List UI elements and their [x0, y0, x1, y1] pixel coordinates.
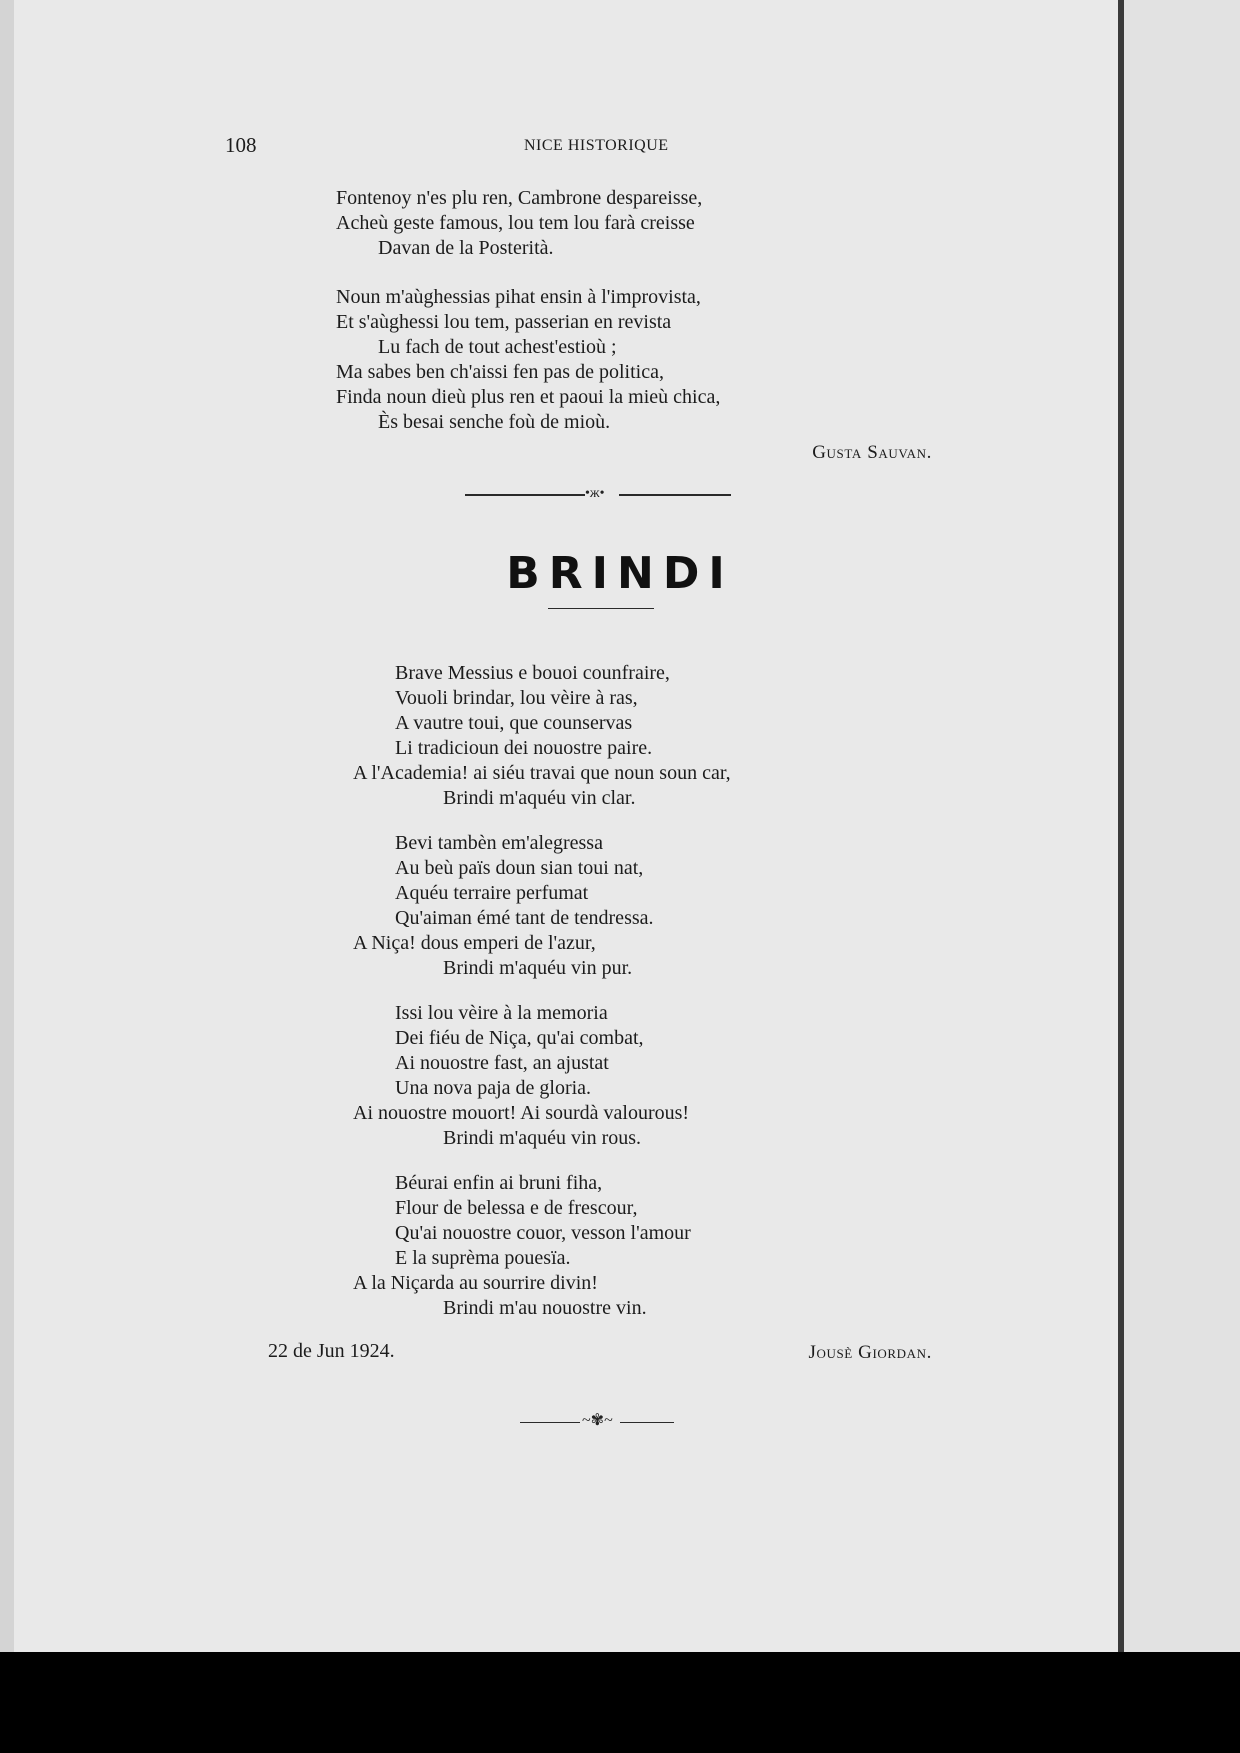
verse-line: Flour de belessa e de frescour,: [395, 1197, 638, 1219]
next-page-edge: [1124, 0, 1240, 1660]
title-underline: [548, 608, 654, 609]
poem1-author: [812, 442, 932, 464]
end-rule-right: [620, 1422, 674, 1423]
verse-line: Bevi tambèn em'alegressa: [395, 832, 603, 854]
divider-rule-left: [465, 494, 585, 496]
running-header: NICE HISTORIQUE: [524, 137, 669, 154]
verse-line: A Niça! dous emperi de l'azur,: [353, 932, 596, 954]
verse-line: A la Niçarda au sourrire divin!: [353, 1272, 598, 1294]
divider-ornament-icon: •ж•: [585, 486, 605, 501]
verse-line: Brindi m'aquéu vin rous.: [443, 1127, 642, 1149]
poem2-stanza-4: [353, 1171, 691, 1321]
verse-line: Dei fiéu de Niça, qu'ai combat,: [395, 1027, 644, 1049]
poem2-stanza-2: [353, 831, 654, 981]
verse-line: Acheù geste famous, lou tem lou farà creisse: [336, 212, 695, 234]
poem1-stanza-1: [336, 186, 702, 261]
verse-line: Brindi m'aquéu vin pur.: [443, 957, 633, 979]
verse-line: Au beù païs doun sian toui nat,: [395, 857, 644, 879]
poem2-stanza-3: [353, 1001, 689, 1151]
author-name: Jousè Giordan.: [808, 1342, 932, 1363]
verse-line: E la suprèma pouesïa.: [395, 1247, 571, 1269]
poem2-stanza-1: [353, 661, 731, 811]
verse-line: Béurai enfin ai bruni fiha,: [395, 1172, 603, 1194]
scan-bottom-border: [0, 1652, 1240, 1753]
verse-line: Et s'aùghessi lou tem, passerian en revista: [336, 311, 672, 333]
verse-line: Issi lou vèire à la memoria: [395, 1002, 608, 1024]
verse-line: Qu'ai nouostre couor, vesson l'amour: [395, 1222, 691, 1244]
verse-line: A vautre toui, que counservas: [395, 712, 633, 734]
verse-line: Brindi m'aquéu vin clar.: [443, 787, 636, 809]
verse-line: Qu'aiman émé tant de tendressa.: [395, 907, 654, 929]
verse-line: Ès besai senche foù de mioù.: [378, 411, 611, 433]
poem-title: BRINDI: [506, 548, 734, 599]
poem-date: 22 de Jun 1924.: [268, 1340, 395, 1362]
verse-line: Vouoli brindar, lou vèire à ras,: [395, 687, 638, 709]
author-name: Gusta Sauvan.: [812, 442, 932, 463]
end-ornament-icon: ~✾~: [582, 1412, 613, 1429]
verse-line: Fontenoy n'es plu ren, Cambrone despareisse,: [336, 187, 703, 209]
verse-line: Brave Messius e bouoi counfraire,: [395, 662, 670, 684]
page-number: 108: [225, 133, 257, 157]
poem2-author: [808, 1342, 932, 1364]
verse-line: Ai nouostre mouort! Ai sourdà valourous!: [353, 1102, 690, 1124]
verse-line: Aquéu terraire perfumat: [395, 882, 589, 904]
end-rule-left: [520, 1422, 580, 1423]
verse-line: Finda noun dieù plus ren et paoui la mieù chica,: [336, 386, 721, 408]
verse-line: Ai nouostre fast, an ajustat: [395, 1052, 609, 1074]
verse-line: Noun m'aùghessias pihat ensin à l'improvista,: [336, 286, 701, 308]
verse-line: A l'Academia! ai siéu travai que noun soun car,: [353, 762, 731, 784]
verse-line: Brindi m'au nouostre vin.: [443, 1297, 647, 1319]
divider-rule-right: [619, 494, 731, 496]
scan-left-margin: [0, 0, 14, 1660]
verse-line: Davan de la Posterità.: [378, 237, 554, 259]
verse-line: Una nova paja de gloria.: [395, 1077, 592, 1099]
verse-line: Li tradicioun dei nouostre paire.: [395, 737, 653, 759]
verse-line: Ma sabes ben ch'aissi fen pas de politica,: [336, 361, 664, 383]
verse-line: Lu fach de tout achest'estioù ;: [378, 336, 617, 358]
poem1-stanza-2: [336, 285, 720, 435]
